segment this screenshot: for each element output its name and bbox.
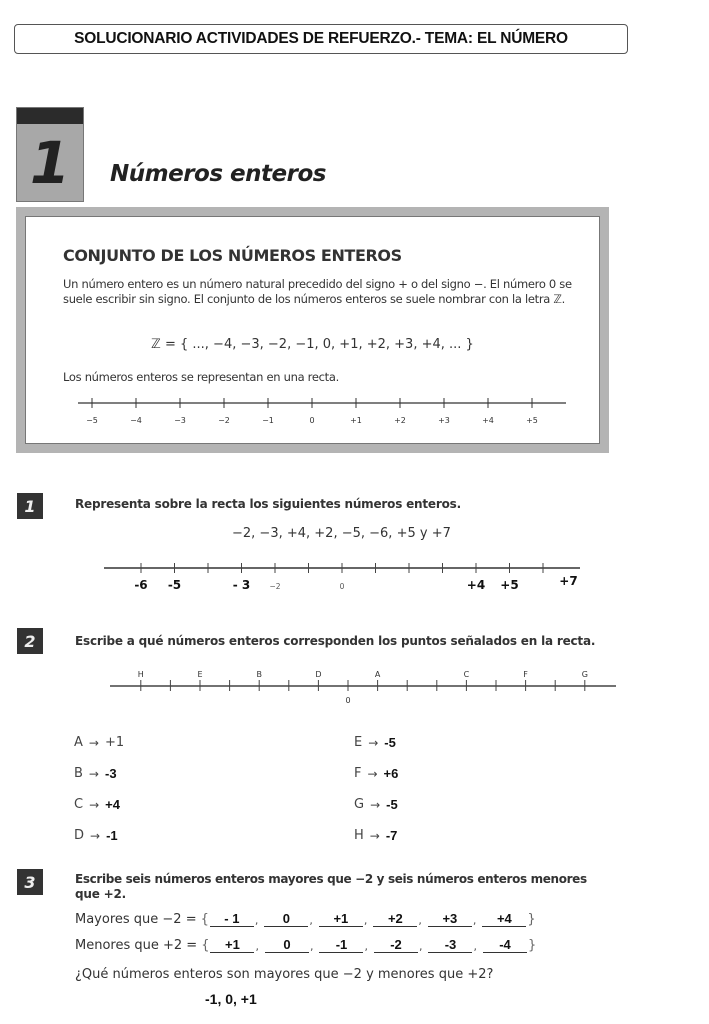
point-label: D [315, 670, 322, 679]
answer-blank[interactable]: - 1 [210, 911, 254, 927]
separator: , [472, 914, 477, 927]
tick-label: +4 [482, 416, 494, 425]
mayores-row [75, 911, 536, 927]
tick-label: +3 [438, 416, 450, 425]
theory-number-line [76, 395, 576, 431]
zero-label: 0 [345, 696, 351, 705]
arrow-icon: → [88, 766, 99, 781]
theory-title: CONJUNTO DE LOS NÚMEROS ENTEROS [63, 246, 402, 265]
exercise-3-answer: -1, 0, +1 [205, 991, 257, 1007]
exercise-1-numbers: −2, −3, +4, +2, −5, −6, +5 y +7 [232, 526, 451, 541]
theory-paragraph: Un número entero es un número natural precedido del signo + o del signo −. El número 0 se suele escribir sin signo. El conjunto de los números enteros se suele nombrar con la letra ℤ. [63, 277, 572, 306]
tick-label: −3 [174, 416, 186, 425]
point-value: -7 [385, 828, 398, 843]
exercise-1-number: 1 [24, 496, 36, 516]
integer-set-notation: ℤ = { ..., −4, −3, −2, −1, 0, +1, +2, +3, +4, ... } [151, 337, 474, 352]
exercise-3-number: 3 [24, 872, 36, 892]
answers-right-column [354, 727, 398, 851]
tick-label: 0 [309, 416, 315, 425]
point-label: A [374, 670, 381, 679]
exercise-1-prompt: Representa sobre la recta los siguientes números enteros. [75, 497, 461, 511]
tick-label: −2 [218, 416, 230, 425]
answer-blank[interactable]: -4 [483, 937, 527, 953]
number-line-caption: Los números enteros se representan en una recta. [63, 370, 339, 384]
separator: , [473, 940, 477, 953]
open-brace: { [201, 938, 210, 953]
separator: , [364, 940, 368, 953]
exercise-1-badge [17, 493, 43, 519]
exercise-2-number-line [108, 668, 618, 708]
close-brace: } [527, 912, 536, 927]
answer-blank[interactable]: +2 [373, 911, 417, 927]
chapter-number: 1 [29, 129, 71, 197]
mayores-label: Mayores que −2 = [75, 912, 197, 927]
answer-blank[interactable]: +4 [482, 911, 526, 927]
point-value: +6 [383, 766, 399, 781]
answers-left-column [74, 727, 124, 851]
document-title: SOLUCIONARIO ACTIVIDADES DE REFUERZO.- TEMA: EL NÚMERO [74, 30, 568, 47]
answer-row [354, 727, 398, 758]
answer-row [74, 758, 124, 789]
answer-blank[interactable]: +1 [210, 937, 254, 953]
answer-blank[interactable]: 0 [265, 937, 309, 953]
answer-row [354, 789, 398, 820]
point-label: B [256, 670, 262, 679]
chapter-tab-top-bar [17, 108, 83, 124]
answer-row [74, 820, 124, 851]
point-letter: C [74, 797, 84, 812]
point-letter: A [74, 735, 83, 750]
point-value: -5 [386, 797, 398, 812]
separator: , [418, 940, 423, 953]
exercise-3-badge [17, 869, 43, 895]
point-value: +4 [105, 797, 120, 812]
separator: , [418, 914, 422, 927]
answer-blank[interactable]: -1 [319, 937, 363, 953]
answer-tick-label: -6 [134, 578, 148, 592]
document-header [14, 24, 628, 54]
answer-row [74, 727, 124, 758]
arrow-icon: → [89, 797, 100, 812]
menores-row [75, 937, 536, 953]
arrow-icon: → [90, 828, 101, 843]
answer-blank[interactable]: 0 [264, 911, 308, 927]
point-label: C [463, 670, 470, 679]
arrow-icon: → [367, 766, 378, 781]
menores-label: Menores que +2 = [75, 938, 198, 953]
answer-row [74, 789, 124, 820]
theory-box-inner [25, 216, 600, 444]
answer-tick-label: -5 [167, 578, 182, 592]
answer-tick-label: +5 [500, 578, 519, 592]
arrow-icon: → [368, 735, 379, 750]
arrow-icon: → [369, 828, 380, 843]
tick-label: −4 [130, 416, 142, 425]
exercise-2-prompt: Escribe a qué números enteros corresponden los puntos señalados en la recta. [75, 634, 596, 648]
answer-blank[interactable]: -3 [428, 937, 472, 953]
point-letter: F [354, 766, 362, 781]
tick-label: +5 [526, 416, 538, 425]
point-letter: D [74, 828, 85, 843]
point-value: +1 [104, 735, 125, 750]
point-label: G [581, 670, 588, 679]
point-label: H [137, 670, 144, 679]
exercise-2-badge [17, 628, 43, 654]
separator: , [255, 940, 259, 953]
tick-label: −1 [262, 416, 274, 425]
open-brace: { [200, 912, 209, 927]
separator: , [363, 914, 368, 927]
chapter-number-tab [16, 107, 84, 202]
exercise-3-question: ¿Qué números enteros son mayores que −2 y menores que +2? [75, 967, 494, 982]
close-brace: } [527, 938, 537, 953]
separator: , [309, 940, 314, 953]
tick-label: −5 [86, 416, 98, 425]
exercise-3-prompt-line2: que +2. [75, 887, 127, 901]
exercise-3-prompt-line1: Escribe seis números enteros mayores que −2 y seis números enteros menores [75, 872, 587, 886]
point-label: E [197, 670, 203, 679]
point-value: -5 [384, 735, 396, 750]
printed-tick-label: −2 [269, 582, 281, 591]
arrow-icon: → [88, 735, 99, 750]
answer-blank[interactable]: +1 [319, 911, 363, 927]
answer-row [354, 820, 398, 851]
answer-tick-label: +7 [559, 574, 578, 588]
point-value: -1 [106, 828, 118, 843]
theory-box [16, 207, 609, 453]
printed-tick-label: 0 [339, 582, 345, 591]
separator: , [254, 914, 259, 927]
exercise-2-number: 2 [24, 631, 36, 651]
point-letter: H [354, 828, 364, 843]
answer-blank[interactable]: -2 [374, 937, 418, 953]
exercise-3-prompt [75, 872, 615, 902]
point-label: F [523, 670, 528, 679]
point-letter: G [354, 797, 365, 812]
tick-label: +2 [394, 416, 406, 425]
chapter-title: Números enteros [110, 161, 326, 187]
answer-blank[interactable]: +3 [428, 911, 472, 927]
point-letter: E [354, 735, 363, 750]
exercise-1-number-line [100, 560, 600, 596]
tick-label: +1 [350, 416, 362, 425]
answer-tick-label: +4 [466, 578, 486, 592]
point-letter: B [74, 766, 83, 781]
answer-row [354, 758, 398, 789]
separator: , [309, 914, 313, 927]
arrow-icon: → [370, 797, 381, 812]
point-value: -3 [104, 766, 117, 781]
answer-tick-label: - 3 [232, 578, 251, 592]
